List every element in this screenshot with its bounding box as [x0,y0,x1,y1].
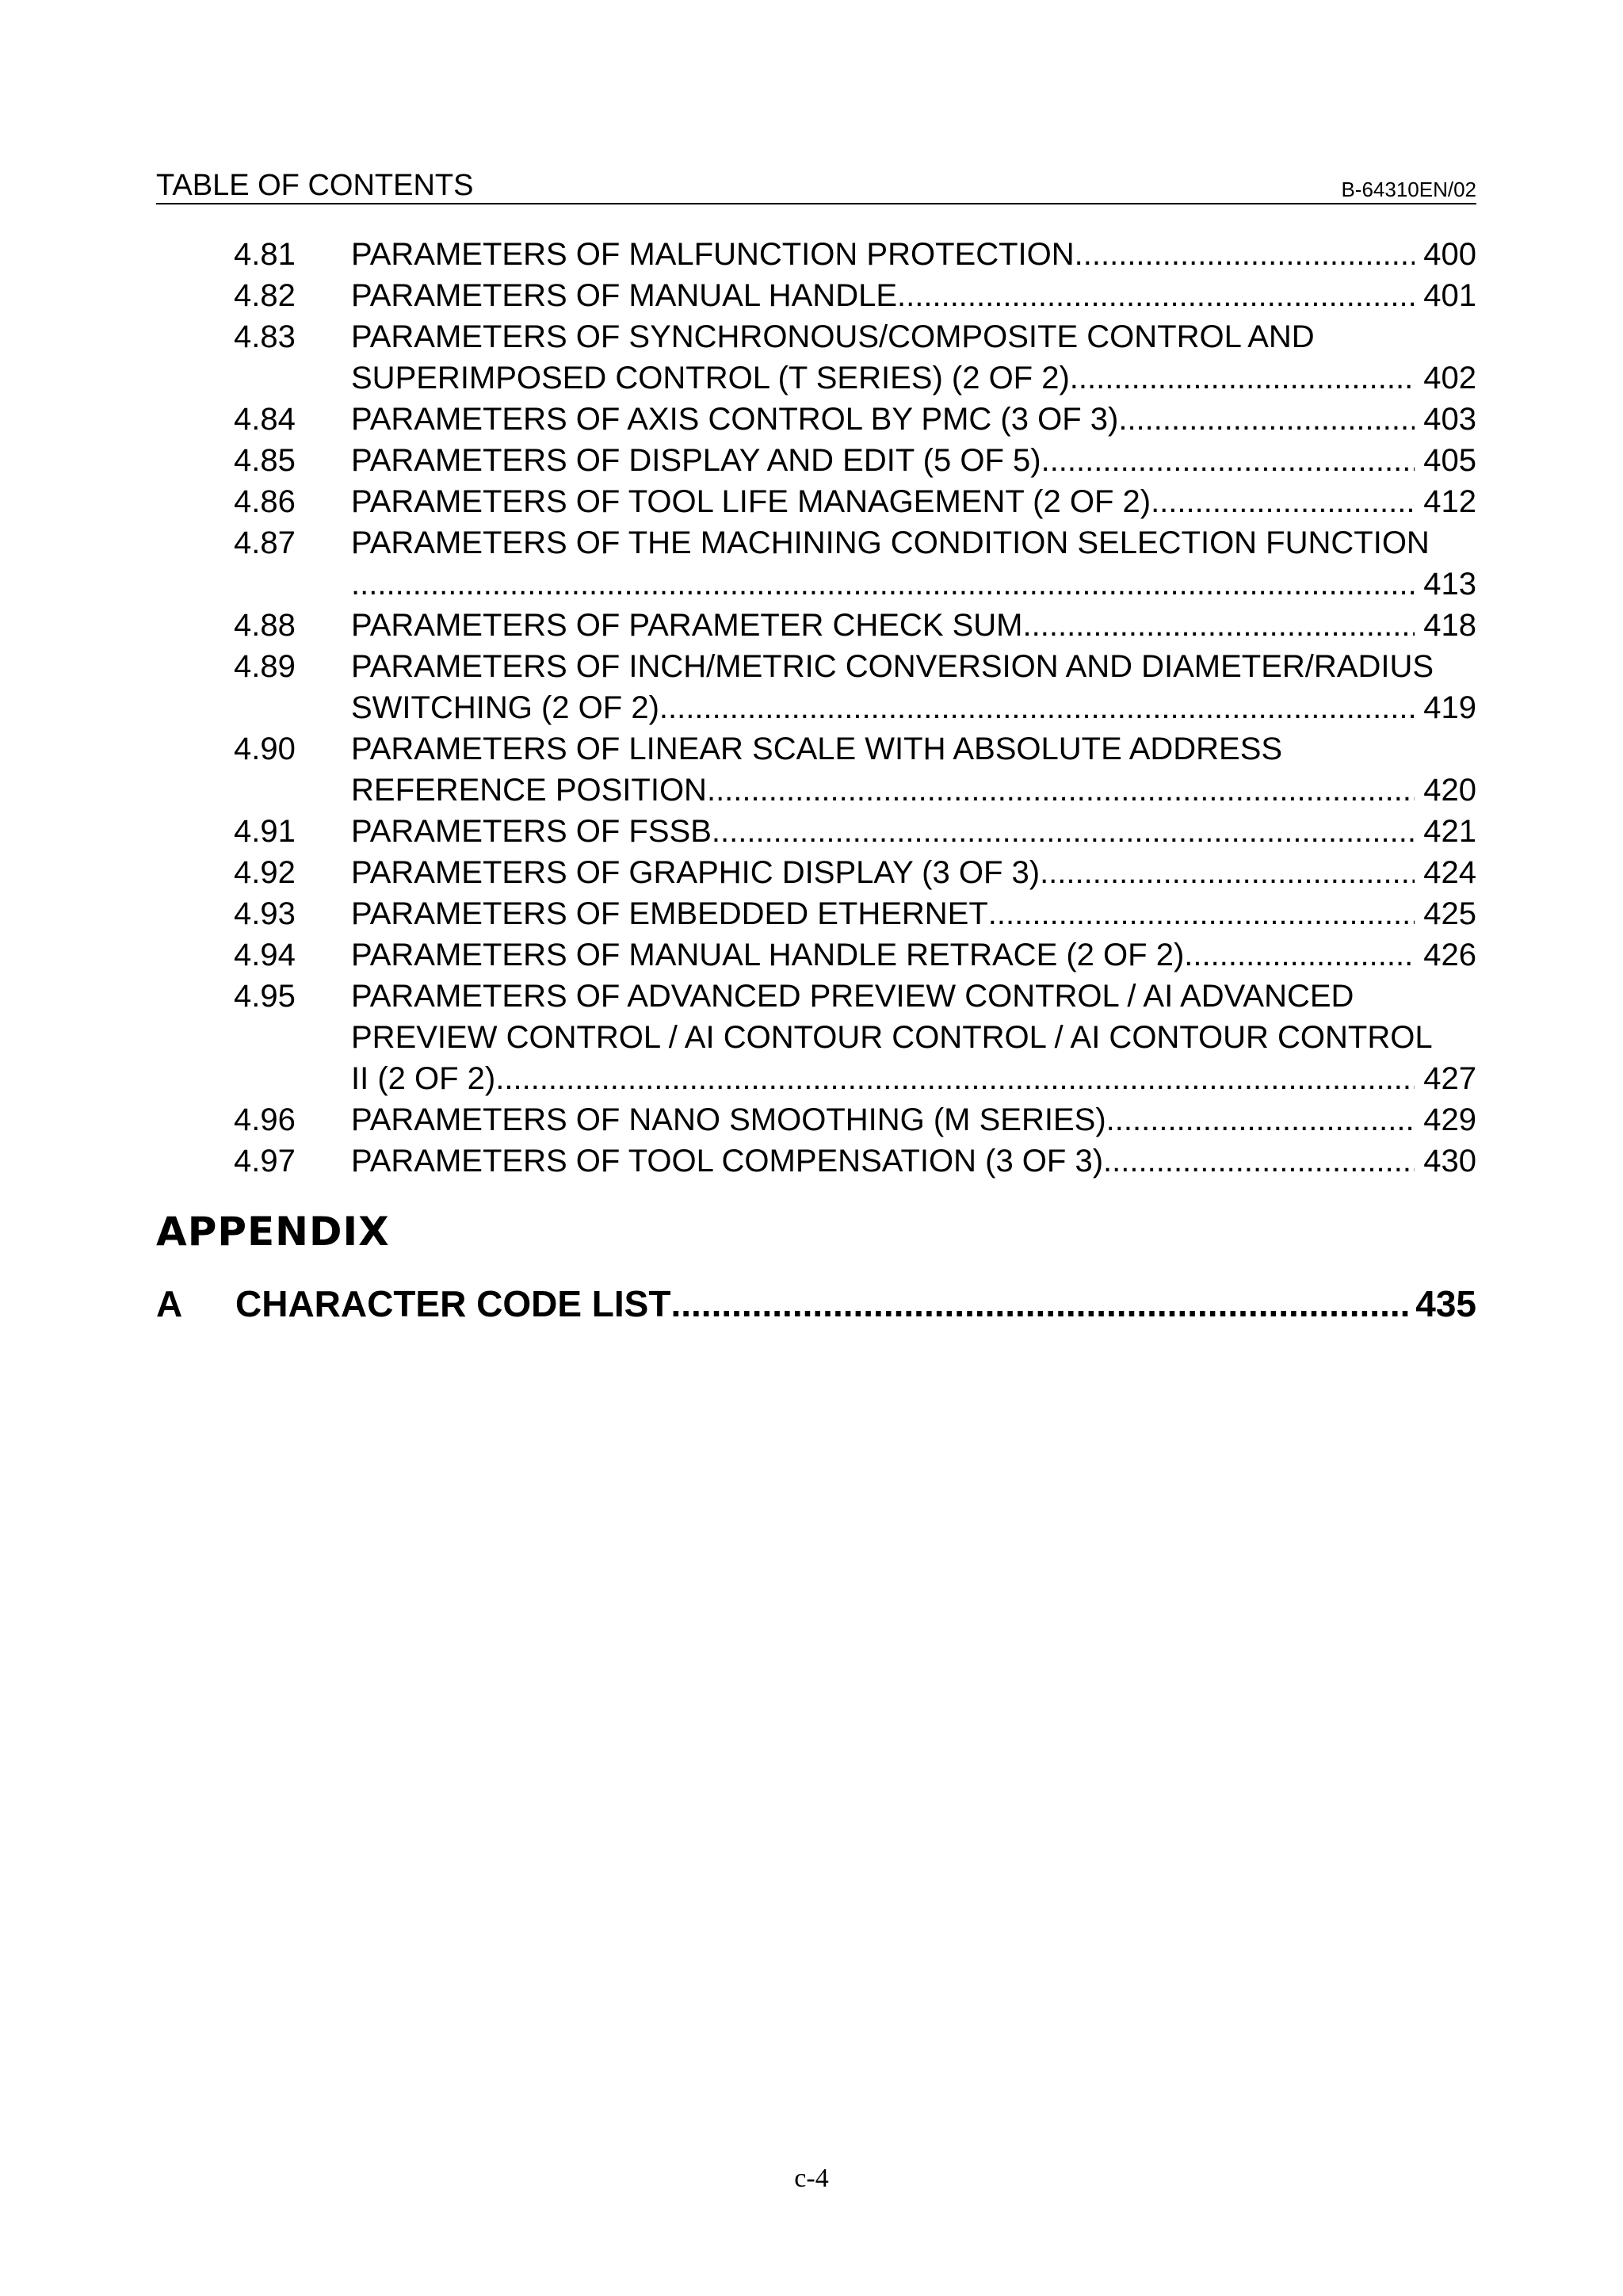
page-number: 421 [1423,814,1476,849]
toc-entry-line [156,399,1476,440]
toc-entry-line [156,481,1476,522]
dot-leader [1103,1140,1415,1182]
toc-entry[interactable] [156,893,1476,934]
toc-entry[interactable] [156,976,1476,1099]
page-number: 419 [1423,690,1476,725]
toc-entry[interactable] [156,316,1476,399]
section-number: 4.92 [234,855,296,890]
dot-leader [1023,605,1415,646]
dot-leader [1041,440,1415,481]
section-title: PARAMETERS OF NANO SMOOTHING (M SERIES) [351,1102,1106,1137]
toc-entry[interactable] [156,646,1476,728]
toc-entry-line [156,1058,1476,1099]
document-code: B-64310EN/02 [1341,178,1476,201]
page-number: 424 [1423,855,1476,890]
dot-leader [495,1058,1415,1099]
toc-entry-line [156,976,1476,1017]
page-header [156,168,1476,204]
toc-entry-line [156,234,1476,275]
page-number: 420 [1423,773,1476,808]
toc-entry[interactable] [156,934,1476,976]
section-title: PARAMETERS OF PARAMETER CHECK SUM [351,608,1023,643]
page-number: 418 [1423,608,1476,643]
section-title: PARAMETERS OF EMBEDDED ETHERNET [351,896,988,931]
toc-entry-line [156,1140,1476,1182]
section-number: 4.89 [234,649,296,684]
page-number: 402 [1423,361,1476,395]
dot-leader [670,1280,1408,1328]
section-number: 4.94 [234,938,296,972]
toc-entry-line [156,811,1476,852]
toc-entry-line [156,893,1476,934]
page-number: 435 [1415,1283,1476,1324]
section-title: PARAMETERS OF TOOL LIFE MANAGEMENT (2 OF 2) [351,484,1151,519]
toc-entry-line [156,687,1476,728]
section-number: 4.90 [234,732,296,766]
toc-entry-line [156,605,1476,646]
page-number: 401 [1423,278,1476,313]
section-number: 4.87 [234,525,296,560]
page-footer-number: c-4 [794,2164,829,2193]
section-title: SUPERIMPOSED CONTROL (T SERIES) (2 OF 2) [351,361,1070,395]
dot-leader [1075,234,1415,275]
toc-entry[interactable] [156,605,1476,646]
toc-entry[interactable] [156,275,1476,316]
section-title: PARAMETERS OF ADVANCED PREVIEW CONTROL / AI ADVANCED [351,979,1354,1014]
section-number: 4.96 [234,1102,296,1137]
toc-entry[interactable] [156,728,1476,811]
section-number: 4.88 [234,608,296,643]
toc-entry[interactable] [156,522,1476,605]
section-number: 4.93 [234,896,296,931]
toc-entry-appendix-a[interactable] [156,1280,1476,1328]
toc-entry[interactable] [156,399,1476,440]
appendix-letter: A [156,1283,183,1324]
page-number: 403 [1423,402,1476,437]
section-title: PARAMETERS OF MALFUNCTION PROTECTION [351,237,1075,272]
page-number: 429 [1423,1102,1476,1137]
section-number: 4.95 [234,979,296,1014]
section-number: 4.97 [234,1144,296,1179]
page-number: 413 [1423,567,1476,602]
toc-entry[interactable] [156,811,1476,852]
section-number: 4.86 [234,484,296,519]
section-number: 4.81 [234,237,296,272]
toc-entry[interactable] [156,481,1476,522]
dot-leader [351,563,1415,605]
dot-leader [1070,357,1415,399]
toc-entry-line [156,728,1476,770]
appendix-title: CHARACTER CODE LIST [235,1283,671,1324]
section-number: 4.82 [234,278,296,313]
toc-entry-line [156,275,1476,316]
dot-leader [659,687,1415,728]
toc-entry-line [156,357,1476,399]
page-number: 400 [1423,237,1476,272]
toc-entry[interactable] [156,1099,1476,1140]
toc-entry-line [156,440,1476,481]
dot-leader [1106,1099,1415,1140]
toc-entry-line [156,522,1476,563]
section-title: PARAMETERS OF MANUAL HANDLE RETRACE (2 OF 2) [351,938,1185,972]
toc-entry-line [156,852,1476,893]
section-title: PARAMETERS OF LINEAR SCALE WITH ABSOLUTE ADDRESS [351,732,1283,766]
toc-entry-line [156,1017,1476,1058]
section-title: PARAMETERS OF FSSB [351,814,712,849]
section-number: 4.85 [234,443,296,478]
dot-leader [1151,481,1415,522]
header-title: TABLE OF CONTENTS [156,169,474,202]
page-number: 412 [1423,484,1476,519]
section-title: PARAMETERS OF MANUAL HANDLE [351,278,898,313]
toc-entry-line [156,934,1476,976]
section-title: PARAMETERS OF GRAPHIC DISPLAY (3 OF 3) [351,855,1041,890]
section-title: PARAMETERS OF INCH/METRIC CONVERSION AND DIAMETER/RADIUS [351,649,1434,684]
toc-entry-line [156,563,1476,605]
toc-entry-line [156,770,1476,811]
section-number: 4.83 [234,319,296,354]
section-title: PARAMETERS OF DISPLAY AND EDIT (5 OF 5) [351,443,1041,478]
toc-entry[interactable] [156,234,1476,275]
toc-entry-line [156,1099,1476,1140]
section-title: PARAMETERS OF AXIS CONTROL BY PMC (3 OF 3) [351,402,1119,437]
page-number: 430 [1423,1144,1476,1179]
dot-leader [988,893,1415,934]
dot-leader [712,811,1415,852]
page-number: 427 [1423,1061,1476,1096]
toc-list [156,234,1476,1182]
section-number: 4.91 [234,814,296,849]
dot-leader [707,770,1415,811]
page-number: 405 [1423,443,1476,478]
section-title: REFERENCE POSITION [351,773,707,808]
section-title: PREVIEW CONTROL / AI CONTOUR CONTROL / AI CONTOUR CONTROL [351,1020,1433,1055]
appendix-heading: APPENDIX [156,1209,390,1255]
dot-leader [897,275,1415,316]
section-title: PARAMETERS OF SYNCHRONOUS/COMPOSITE CONTROL AND [351,319,1315,354]
page-number: 425 [1423,896,1476,931]
section-title: PARAMETERS OF TOOL COMPENSATION (3 OF 3) [351,1144,1104,1179]
toc-entry[interactable] [156,852,1476,893]
dot-leader [1040,852,1415,893]
section-title: II (2 OF 2) [351,1061,496,1096]
dot-leader [1118,399,1415,440]
section-title: SWITCHING (2 OF 2) [351,690,659,725]
section-number: 4.84 [234,402,296,437]
section-title: PARAMETERS OF THE MACHINING CONDITION SELECTION FUNCTION [351,525,1430,560]
toc-entry-line [156,646,1476,687]
page-number: 426 [1423,938,1476,972]
toc-entry-line [156,316,1476,357]
toc-entry[interactable] [156,440,1476,481]
dot-leader [1184,934,1415,976]
toc-entry[interactable] [156,1140,1476,1182]
